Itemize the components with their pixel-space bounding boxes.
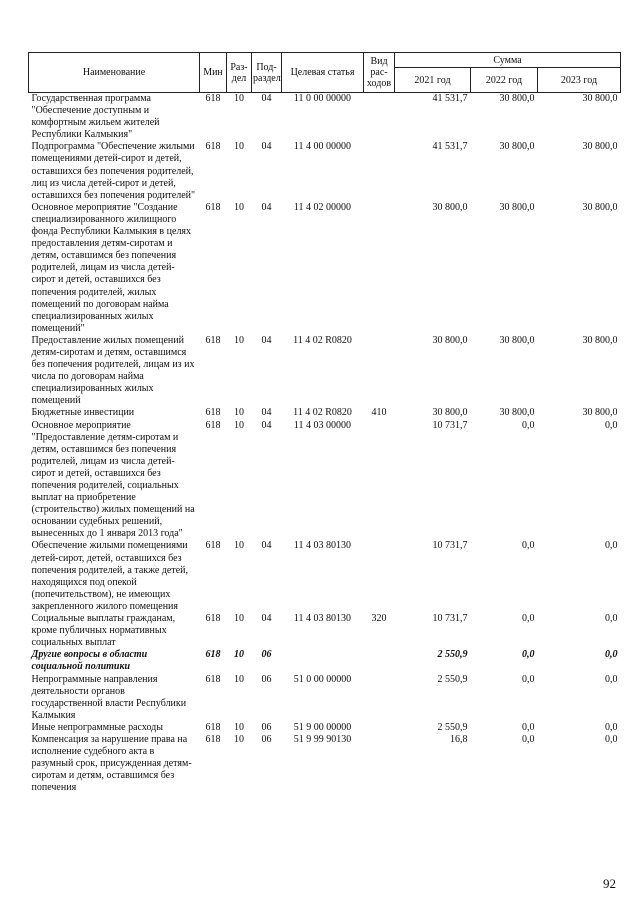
- row-sum-2021: 16,8: [450, 733, 468, 745]
- row-vid: [364, 141, 395, 201]
- row-sum-2021: 41 531,7: [432, 93, 468, 104]
- row-name: Основное мероприятие "Предоставление детям-сиротам и детям, оставшимся без попечения родителей, лицам из числа детей-сирот и детей, оставшихся без попечения родителей, социальных выплат на приобретение (строительство) жилых помещений на основании судебных решений, вынесенных до 1 января 2013 года": [31, 419, 195, 540]
- row-podrazdel: 06: [261, 673, 272, 685]
- row-sum-2023: 30 800,0: [582, 201, 618, 213]
- row-sum-2023: 0,0: [605, 733, 618, 745]
- row-target: 11 4 02 R0820: [293, 407, 352, 419]
- row-sum-2022: 0,0: [522, 733, 535, 745]
- header-min: Мин: [200, 53, 227, 93]
- row-razdel: 10: [234, 407, 244, 419]
- table-row: [29, 141, 621, 201]
- header-2021: 2021 год: [395, 68, 471, 93]
- row-vid: 410: [371, 407, 387, 419]
- row-name: Основное мероприятие "Создание специализированного жилищного фонда Республики Калмыкия в целях предоставления детям-сиротам и детям, оставшимся без попечения родителей, лицам из числа детей-сирот и детей, оставшихся без попечения родителей, жилых помещений по договорам найма специализированных жилых помещений": [31, 201, 192, 334]
- row-podrazdel: 06: [261, 649, 272, 661]
- row-name: Непрограммные направления деятельности органов государственной власти Республики Калмыкия: [31, 673, 187, 721]
- row-podrazdel: 04: [261, 613, 272, 625]
- row-vid: [364, 93, 395, 142]
- row-sum-2023: 0,0: [605, 721, 618, 733]
- row-sum-2021: 30 800,0: [432, 407, 468, 419]
- row-sum-2022: 30 800,0: [499, 407, 535, 419]
- table-row: [29, 202, 621, 335]
- table-row: [29, 674, 621, 722]
- row-sum-2022: 0,0: [522, 419, 535, 431]
- row-target: 51 0 00 00000: [293, 673, 352, 685]
- table-row: [29, 407, 621, 419]
- row-sum-2022: 0,0: [522, 721, 535, 733]
- row-min: 618: [205, 419, 221, 431]
- row-razdel: 10: [234, 419, 244, 431]
- row-min: 618: [205, 673, 221, 685]
- row-min: 618: [205, 733, 221, 745]
- table-header: [29, 53, 621, 93]
- row-sum-2023: 30 800,0: [582, 407, 618, 419]
- header-vid: Вид рас-ходов: [364, 53, 395, 93]
- header-razdel: Раз-дел: [227, 53, 252, 93]
- row-razdel: 10: [234, 334, 244, 346]
- header-name: Наименование: [29, 53, 200, 93]
- row-sum-2023: 0,0: [605, 419, 618, 431]
- row-min: 618: [205, 201, 221, 213]
- row-sum-2022: 0,0: [522, 613, 535, 625]
- row-razdel: 10: [234, 93, 244, 104]
- row-podrazdel: 04: [261, 419, 272, 431]
- header-2023: 2023 год: [538, 68, 621, 93]
- row-sum-2021: 10 731,7: [432, 613, 468, 625]
- row-name: Бюджетные инвестиции: [31, 407, 135, 419]
- header-podrazdel: Под-раздел: [252, 53, 282, 93]
- row-razdel: 10: [234, 673, 244, 685]
- row-target: 11 0 00 00000: [293, 93, 352, 104]
- header-target: Целевая статья: [282, 53, 364, 93]
- table-row: [29, 540, 621, 613]
- row-sum-2022: 30 800,0: [499, 201, 535, 213]
- row-name: Подпрограмма "Обеспечение жилыми помещениями детей-сирот и детей, оставшихся без попечения родителей, лиц из числа детей-сирот и детей, оставшихся без попечения родителей": [31, 141, 196, 201]
- row-min: 618: [205, 141, 221, 153]
- row-target: 11 4 02 00000: [293, 201, 352, 213]
- row-sum-2023: 30 800,0: [582, 141, 618, 153]
- row-name: Социальные выплаты гражданам, кроме публичных нормативных социальных выплат: [31, 613, 176, 649]
- row-vid: [364, 734, 395, 794]
- row-razdel: 10: [234, 201, 244, 213]
- row-sum-2021: 2 550,9: [437, 721, 468, 733]
- row-podrazdel: 04: [261, 407, 272, 419]
- row-podrazdel: 06: [261, 733, 272, 745]
- table-row: [29, 335, 621, 408]
- row-podrazdel: 04: [261, 141, 272, 153]
- row-razdel: 10: [234, 141, 244, 153]
- table-body: [29, 93, 621, 795]
- row-target: 11 4 03 80130: [293, 540, 352, 552]
- row-razdel: 10: [234, 613, 244, 625]
- row-sum-2023: 30 800,0: [582, 334, 618, 346]
- row-razdel: 10: [234, 649, 244, 661]
- row-name: Государственная программа "Обеспечение доступным и комфортным жильем жителей Республики Калмыкия": [31, 93, 160, 141]
- row-min: 618: [205, 334, 221, 346]
- table-row: [29, 734, 621, 794]
- table-row: [29, 722, 621, 734]
- row-name: Другие вопросы в области социальной политики: [31, 649, 148, 673]
- row-sum-2022: 30 800,0: [499, 93, 535, 104]
- row-name: Иные непрограммные расходы: [31, 721, 163, 733]
- row-sum-2022: 30 800,0: [499, 334, 535, 346]
- row-sum-2021: 30 800,0: [432, 201, 468, 213]
- row-min: 618: [205, 649, 221, 661]
- row-name: Предоставление жилых помещений детям-сиротам и детям, оставшимся без попечения родителей, лицам из их числа по договорам найма специализированных жилых помещений: [31, 334, 195, 407]
- header-2022: 2022 год: [471, 68, 538, 93]
- row-podrazdel: 04: [261, 93, 272, 104]
- row-razdel: 10: [234, 721, 244, 733]
- row-target: 51 9 00 00000: [293, 721, 352, 733]
- row-target: 51 9 99 90130: [293, 733, 352, 745]
- row-sum-2023: 30 800,0: [582, 93, 618, 104]
- row-sum-2023: 0,0: [605, 649, 618, 661]
- row-sum-2023: 0,0: [605, 613, 618, 625]
- row-sum-2021: 2 550,9: [437, 673, 468, 685]
- row-podrazdel: 04: [261, 540, 272, 552]
- row-target: 11 4 03 80130: [293, 613, 352, 625]
- row-vid: [364, 649, 395, 673]
- row-min: 618: [205, 93, 221, 104]
- row-podrazdel: 04: [261, 201, 272, 213]
- row-sum-2021: 10 731,7: [432, 419, 468, 431]
- row-sum-2022: 30 800,0: [499, 141, 535, 153]
- row-vid: [364, 674, 395, 722]
- row-vid: [364, 335, 395, 408]
- table-row: [29, 420, 621, 541]
- row-target: [282, 649, 364, 673]
- row-min: 618: [205, 721, 221, 733]
- table-row: [29, 649, 621, 673]
- row-name: Обеспечение жилыми помещениями детей-сирот, детей, оставшихся без попечения родителей, а также детей, находящихся под опекой (попечительством), не имеющих закрепленного жилого помещения: [31, 540, 189, 612]
- row-sum-2023: 0,0: [605, 540, 618, 552]
- row-vid: [364, 420, 395, 541]
- header-sum: Сумма: [395, 53, 621, 68]
- row-vid: 320: [371, 613, 387, 625]
- row-podrazdel: 04: [261, 334, 272, 346]
- row-sum-2022: 0,0: [522, 673, 535, 685]
- row-vid: [364, 202, 395, 335]
- table-row: [29, 613, 621, 649]
- row-razdel: 10: [234, 733, 244, 745]
- row-sum-2022: 0,0: [522, 649, 535, 661]
- row-target: 11 4 02 R0820: [293, 334, 352, 346]
- row-sum-2023: 0,0: [605, 673, 618, 685]
- row-sum-2021: 41 531,7: [432, 141, 468, 153]
- budget-table: [28, 52, 621, 794]
- row-razdel: 10: [234, 540, 244, 552]
- row-min: 618: [205, 613, 221, 625]
- table-row: [29, 93, 621, 142]
- row-min: 618: [205, 540, 221, 552]
- row-name: Компенсация за нарушение права на исполнение судебного акта в разумный срок, присужденная детям-сиротам и детям, оставшимся без попечения: [31, 733, 192, 794]
- row-sum-2021: 10 731,7: [432, 540, 468, 552]
- row-podrazdel: 06: [261, 721, 272, 733]
- row-min: 618: [205, 407, 221, 419]
- row-sum-2022: 0,0: [522, 540, 535, 552]
- row-sum-2021: 2 550,9: [437, 649, 468, 661]
- row-target: 11 4 03 00000: [293, 419, 352, 431]
- row-vid: [364, 540, 395, 613]
- row-vid: [364, 722, 395, 734]
- row-target: 11 4 00 00000: [293, 141, 352, 153]
- page-number: 92: [603, 876, 616, 891]
- row-sum-2021: 30 800,0: [432, 334, 468, 346]
